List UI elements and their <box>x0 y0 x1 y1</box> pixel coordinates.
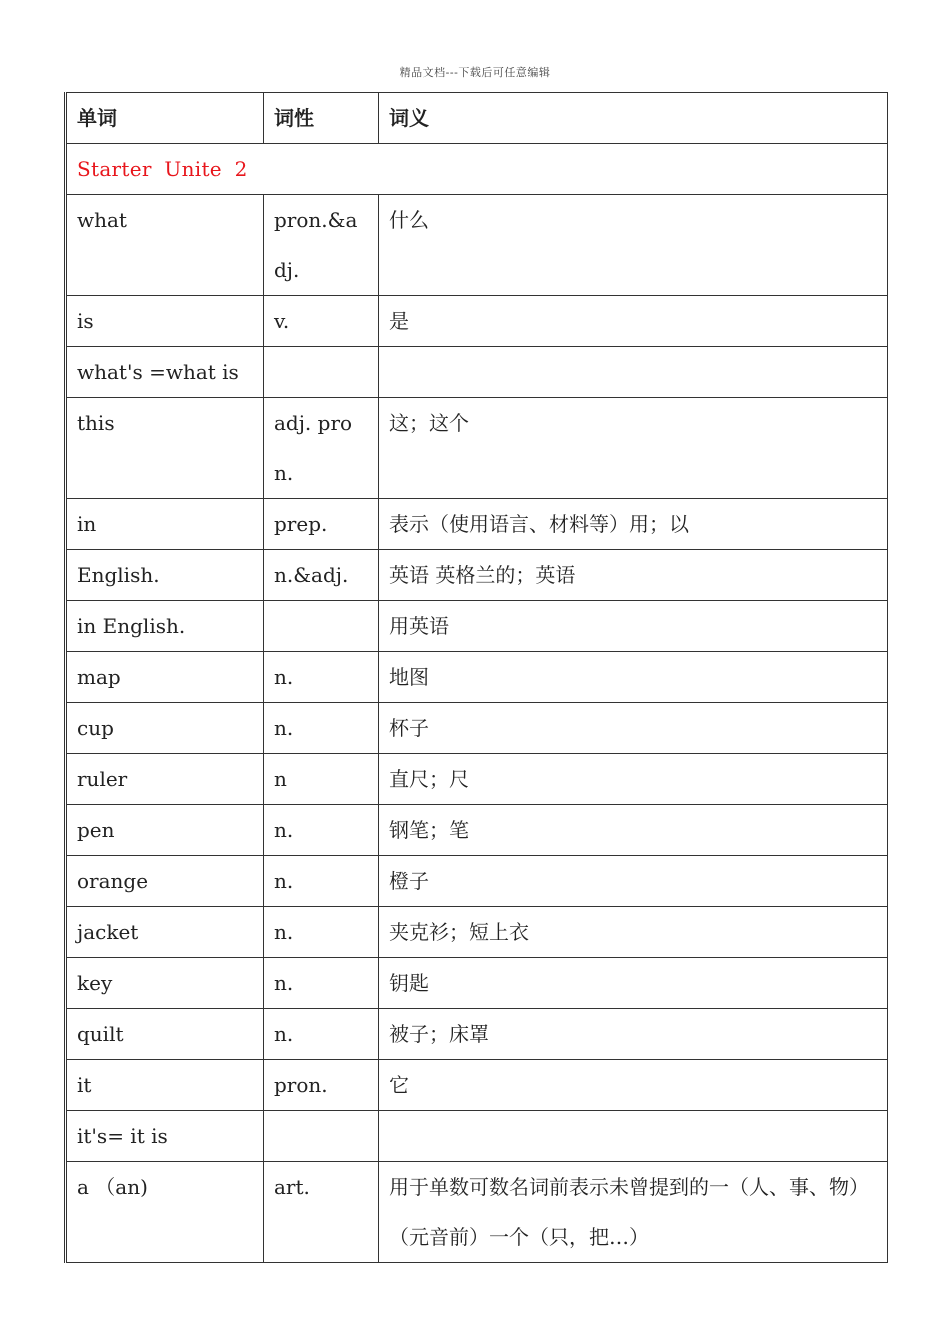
word-cell: orange <box>66 856 264 907</box>
word-cell: jacket <box>66 907 264 958</box>
part-of-speech-cell: n.&adj. <box>264 550 379 601</box>
word-cell: it <box>66 1060 264 1111</box>
table-header-row <box>66 93 888 144</box>
part-of-speech-cell <box>264 601 379 652</box>
table-row <box>66 805 888 856</box>
part-of-speech-cell: v. <box>264 296 379 347</box>
section-title: Starter Unite 2 <box>66 144 888 195</box>
part-of-speech-cell: n. <box>264 652 379 703</box>
meaning-cell: 英语 英格兰的；英语 <box>379 550 888 601</box>
table-row <box>66 754 888 805</box>
meaning-cell: 夹克衫；短上衣 <box>379 907 888 958</box>
table-row <box>66 398 888 499</box>
meaning-cell: 这；这个 <box>379 398 888 499</box>
part-of-speech-cell: n. <box>264 703 379 754</box>
table-row <box>66 601 888 652</box>
part-of-speech-cell: n. <box>264 907 379 958</box>
word-cell: map <box>66 652 264 703</box>
part-of-speech-cell <box>264 1111 379 1162</box>
word-cell: in English. <box>66 601 264 652</box>
part-of-speech-cell: n. <box>264 805 379 856</box>
table-row <box>66 1060 888 1111</box>
table-row <box>66 958 888 1009</box>
word-cell: ruler <box>66 754 264 805</box>
word-cell: English. <box>66 550 264 601</box>
word-cell: in <box>66 499 264 550</box>
table-row <box>66 296 888 347</box>
part-of-speech-cell: prep. <box>264 499 379 550</box>
meaning-cell: 用于单数可数名词前表示未曾提到的一（人、事、物）（元音前）一个（只，把…） <box>379 1162 888 1263</box>
word-cell: quilt <box>66 1009 264 1060</box>
meaning-cell: 地图 <box>379 652 888 703</box>
part-of-speech-cell: n. <box>264 856 379 907</box>
table-row <box>66 1009 888 1060</box>
word-cell: cup <box>66 703 264 754</box>
part-of-speech-cell: pron. <box>264 1060 379 1111</box>
meaning-cell: 直尺；尺 <box>379 754 888 805</box>
part-of-speech-cell: n. <box>264 1009 379 1060</box>
part-of-speech-cell: art. <box>264 1162 379 1263</box>
meaning-cell: 杯子 <box>379 703 888 754</box>
word-cell: is <box>66 296 264 347</box>
header-part-of-speech: 词性 <box>264 93 379 144</box>
meaning-cell: 钢笔；笔 <box>379 805 888 856</box>
word-cell: key <box>66 958 264 1009</box>
header-word: 单词 <box>66 93 264 144</box>
word-cell: this <box>66 398 264 499</box>
table-row <box>66 652 888 703</box>
header-meaning: 词义 <box>379 93 888 144</box>
table-row <box>66 195 888 296</box>
table-row <box>66 1111 888 1162</box>
meaning-cell: 表示（使用语言、材料等）用；以 <box>379 499 888 550</box>
table-row <box>66 856 888 907</box>
meaning-cell: 被子；床罩 <box>379 1009 888 1060</box>
table-row <box>66 1162 888 1263</box>
meaning-cell <box>379 1111 888 1162</box>
meaning-cell: 钥匙 <box>379 958 888 1009</box>
table-row <box>66 347 888 398</box>
page-header-watermark: 精品文档---下载后可任意编辑 <box>399 66 551 79</box>
vocabulary-table <box>64 92 888 1263</box>
meaning-cell: 用英语 <box>379 601 888 652</box>
word-cell: what's =what is <box>66 347 264 398</box>
word-cell: it's= it is <box>66 1111 264 1162</box>
word-cell: what <box>66 195 264 296</box>
part-of-speech-cell <box>264 347 379 398</box>
part-of-speech-cell: n. <box>264 958 379 1009</box>
table-row <box>66 499 888 550</box>
part-of-speech-cell: n <box>264 754 379 805</box>
meaning-cell: 什么 <box>379 195 888 296</box>
part-of-speech-cell: pron.&adj. <box>264 195 379 296</box>
meaning-cell: 是 <box>379 296 888 347</box>
table-row <box>66 550 888 601</box>
section-title-row <box>66 144 888 195</box>
word-cell: pen <box>66 805 264 856</box>
meaning-cell: 橙子 <box>379 856 888 907</box>
meaning-cell: 它 <box>379 1060 888 1111</box>
table-row <box>66 907 888 958</box>
word-cell: a （an) <box>66 1162 264 1263</box>
meaning-cell <box>379 347 888 398</box>
part-of-speech-cell: adj. pron. <box>264 398 379 499</box>
table-row <box>66 703 888 754</box>
